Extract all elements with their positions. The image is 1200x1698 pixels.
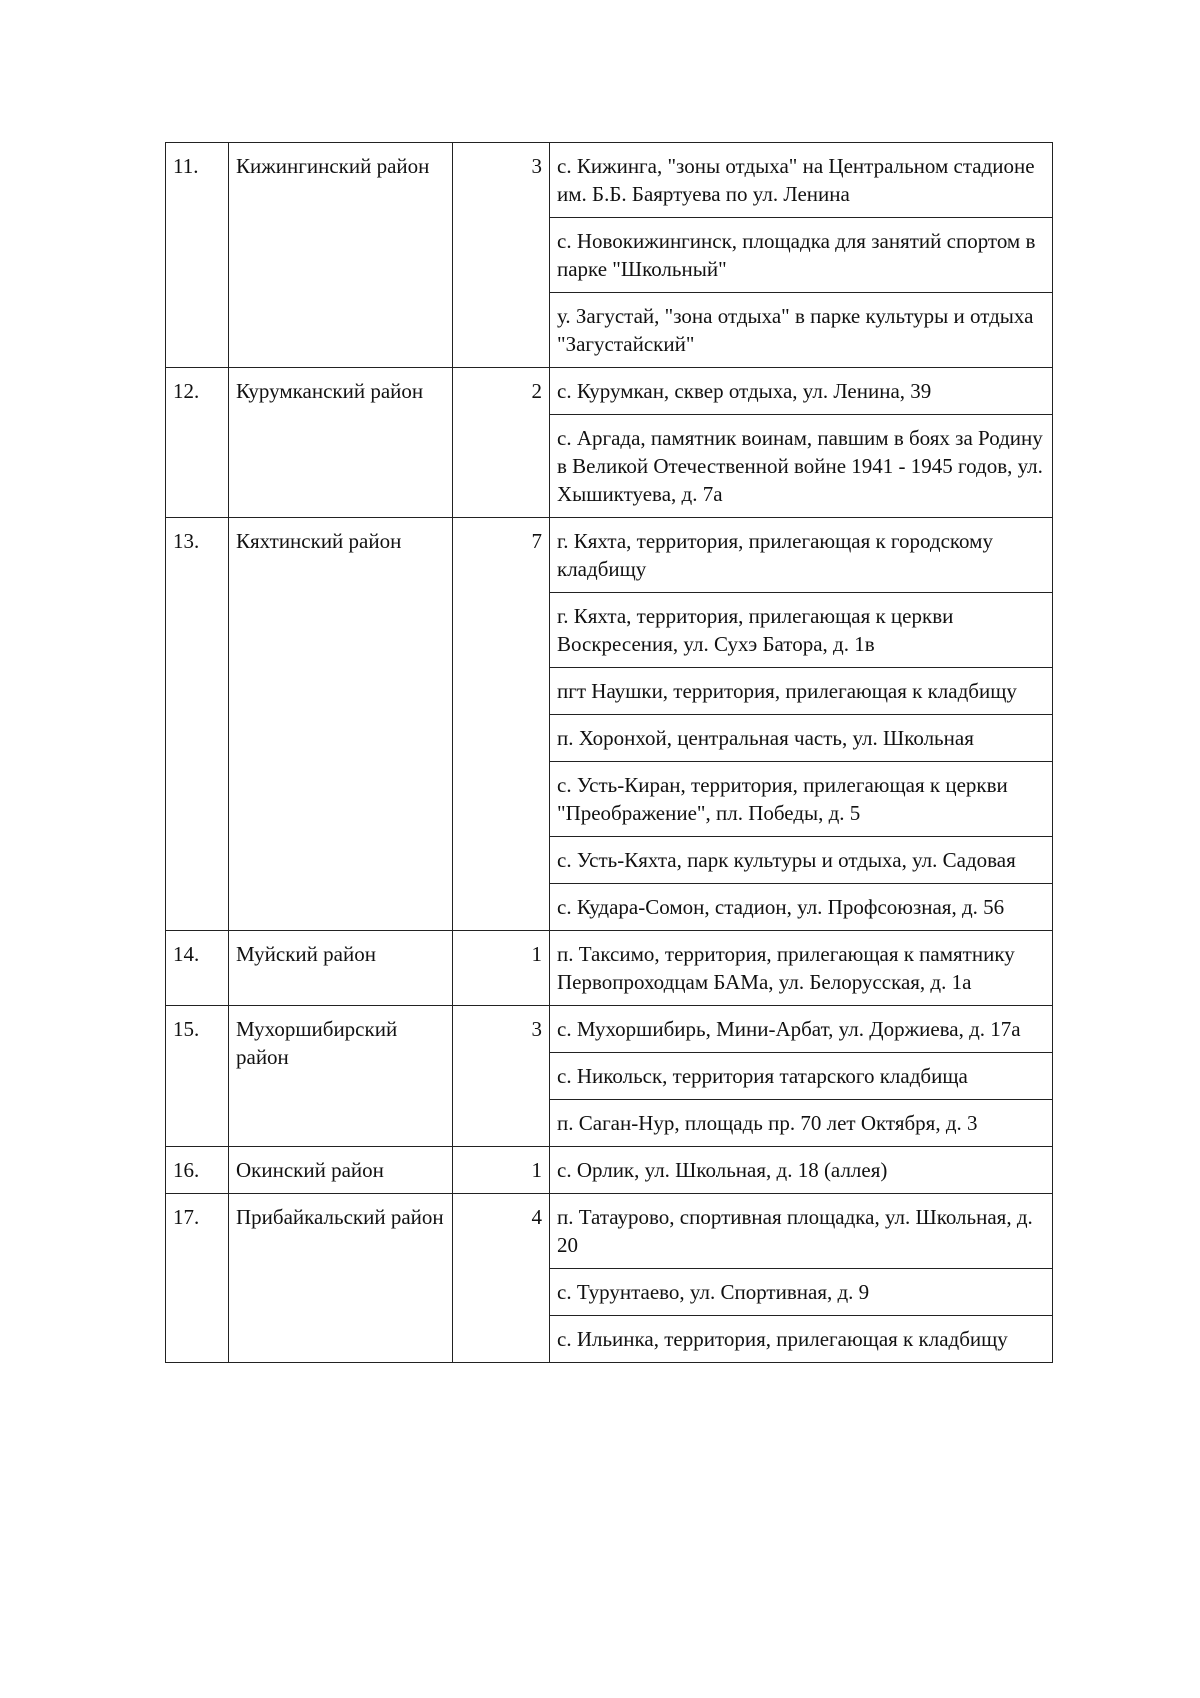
district-name: Курумканский район <box>229 368 453 518</box>
location-address: с. Курумкан, сквер отдыха, ул. Ленина, 39 <box>550 368 1053 415</box>
location-address: с. Ильинка, территория, прилегающая к кладбищу <box>550 1316 1053 1363</box>
location-address: пгт Наушки, территория, прилегающая к кладбищу <box>550 668 1053 715</box>
location-address: с. Усть-Киран, территория, прилегающая к церкви "Преображение", пл. Победы, д. 5 <box>550 762 1053 837</box>
row-number: 14. <box>166 931 229 1006</box>
district-name: Кяхтинский район <box>229 518 453 931</box>
location-count: 3 <box>453 143 550 368</box>
locations-table <box>165 142 1053 1363</box>
location-address: с. Аргада, памятник воинам, павшим в боях за Родину в Великой Отечественной войне 1941 - 1945 годов, ул. Хышиктуева, д. 7а <box>550 415 1053 518</box>
district-name: Кижингинский район <box>229 143 453 368</box>
location-count: 1 <box>453 1147 550 1194</box>
location-address: п. Татаурово, спортивная площадка, ул. Школьная, д. 20 <box>550 1194 1053 1269</box>
location-address: г. Кяхта, территория, прилегающая к церкви Воскресения, ул. Сухэ Батора, д. 1в <box>550 593 1053 668</box>
location-count: 1 <box>453 931 550 1006</box>
location-address: г. Кяхта, территория, прилегающая к городскому кладбищу <box>550 518 1053 593</box>
location-address: с. Новокижингинск, площадка для занятий спортом в парке "Школьный" <box>550 218 1053 293</box>
row-number: 13. <box>166 518 229 931</box>
row-number: 12. <box>166 368 229 518</box>
district-name: Окинский район <box>229 1147 453 1194</box>
location-count: 4 <box>453 1194 550 1363</box>
table-row <box>166 143 1053 218</box>
row-number: 15. <box>166 1006 229 1147</box>
table-row <box>166 1147 1053 1194</box>
district-name: Муйский район <box>229 931 453 1006</box>
location-count: 2 <box>453 368 550 518</box>
district-name: Прибайкальский район <box>229 1194 453 1363</box>
row-number: 16. <box>166 1147 229 1194</box>
location-address: п. Хоронхой, центральная часть, ул. Школьная <box>550 715 1053 762</box>
location-address: у. Загустай, "зона отдыха" в парке культуры и отдыха "Загустайский" <box>550 293 1053 368</box>
location-count: 3 <box>453 1006 550 1147</box>
location-address: с. Кижинга, "зоны отдыха" на Центральном стадионе им. Б.Б. Баяртуева по ул. Ленина <box>550 143 1053 218</box>
table-row <box>166 1194 1053 1269</box>
row-number: 17. <box>166 1194 229 1363</box>
location-address: п. Таксимо, территория, прилегающая к памятнику Первопроходцам БАМа, ул. Белорусская, д. 1а <box>550 931 1053 1006</box>
table-row <box>166 518 1053 593</box>
location-address: с. Кудара-Сомон, стадион, ул. Профсоюзная, д. 56 <box>550 884 1053 931</box>
row-number: 11. <box>166 143 229 368</box>
location-address: с. Турунтаево, ул. Спортивная, д. 9 <box>550 1269 1053 1316</box>
table-body <box>166 143 1053 1363</box>
district-name: Мухоршибирский район <box>229 1006 453 1147</box>
location-count: 7 <box>453 518 550 931</box>
table-row <box>166 368 1053 415</box>
location-address: с. Усть-Кяхта, парк культуры и отдыха, ул. Садовая <box>550 837 1053 884</box>
location-address: с. Мухоршибирь, Мини-Арбат, ул. Доржиева, д. 17а <box>550 1006 1053 1053</box>
table-row <box>166 931 1053 1006</box>
location-address: с. Никольск, территория татарского кладбища <box>550 1053 1053 1100</box>
location-address: с. Орлик, ул. Школьная, д. 18 (аллея) <box>550 1147 1053 1194</box>
table-row <box>166 1006 1053 1053</box>
location-address: п. Саган-Нур, площадь пр. 70 лет Октября, д. 3 <box>550 1100 1053 1147</box>
